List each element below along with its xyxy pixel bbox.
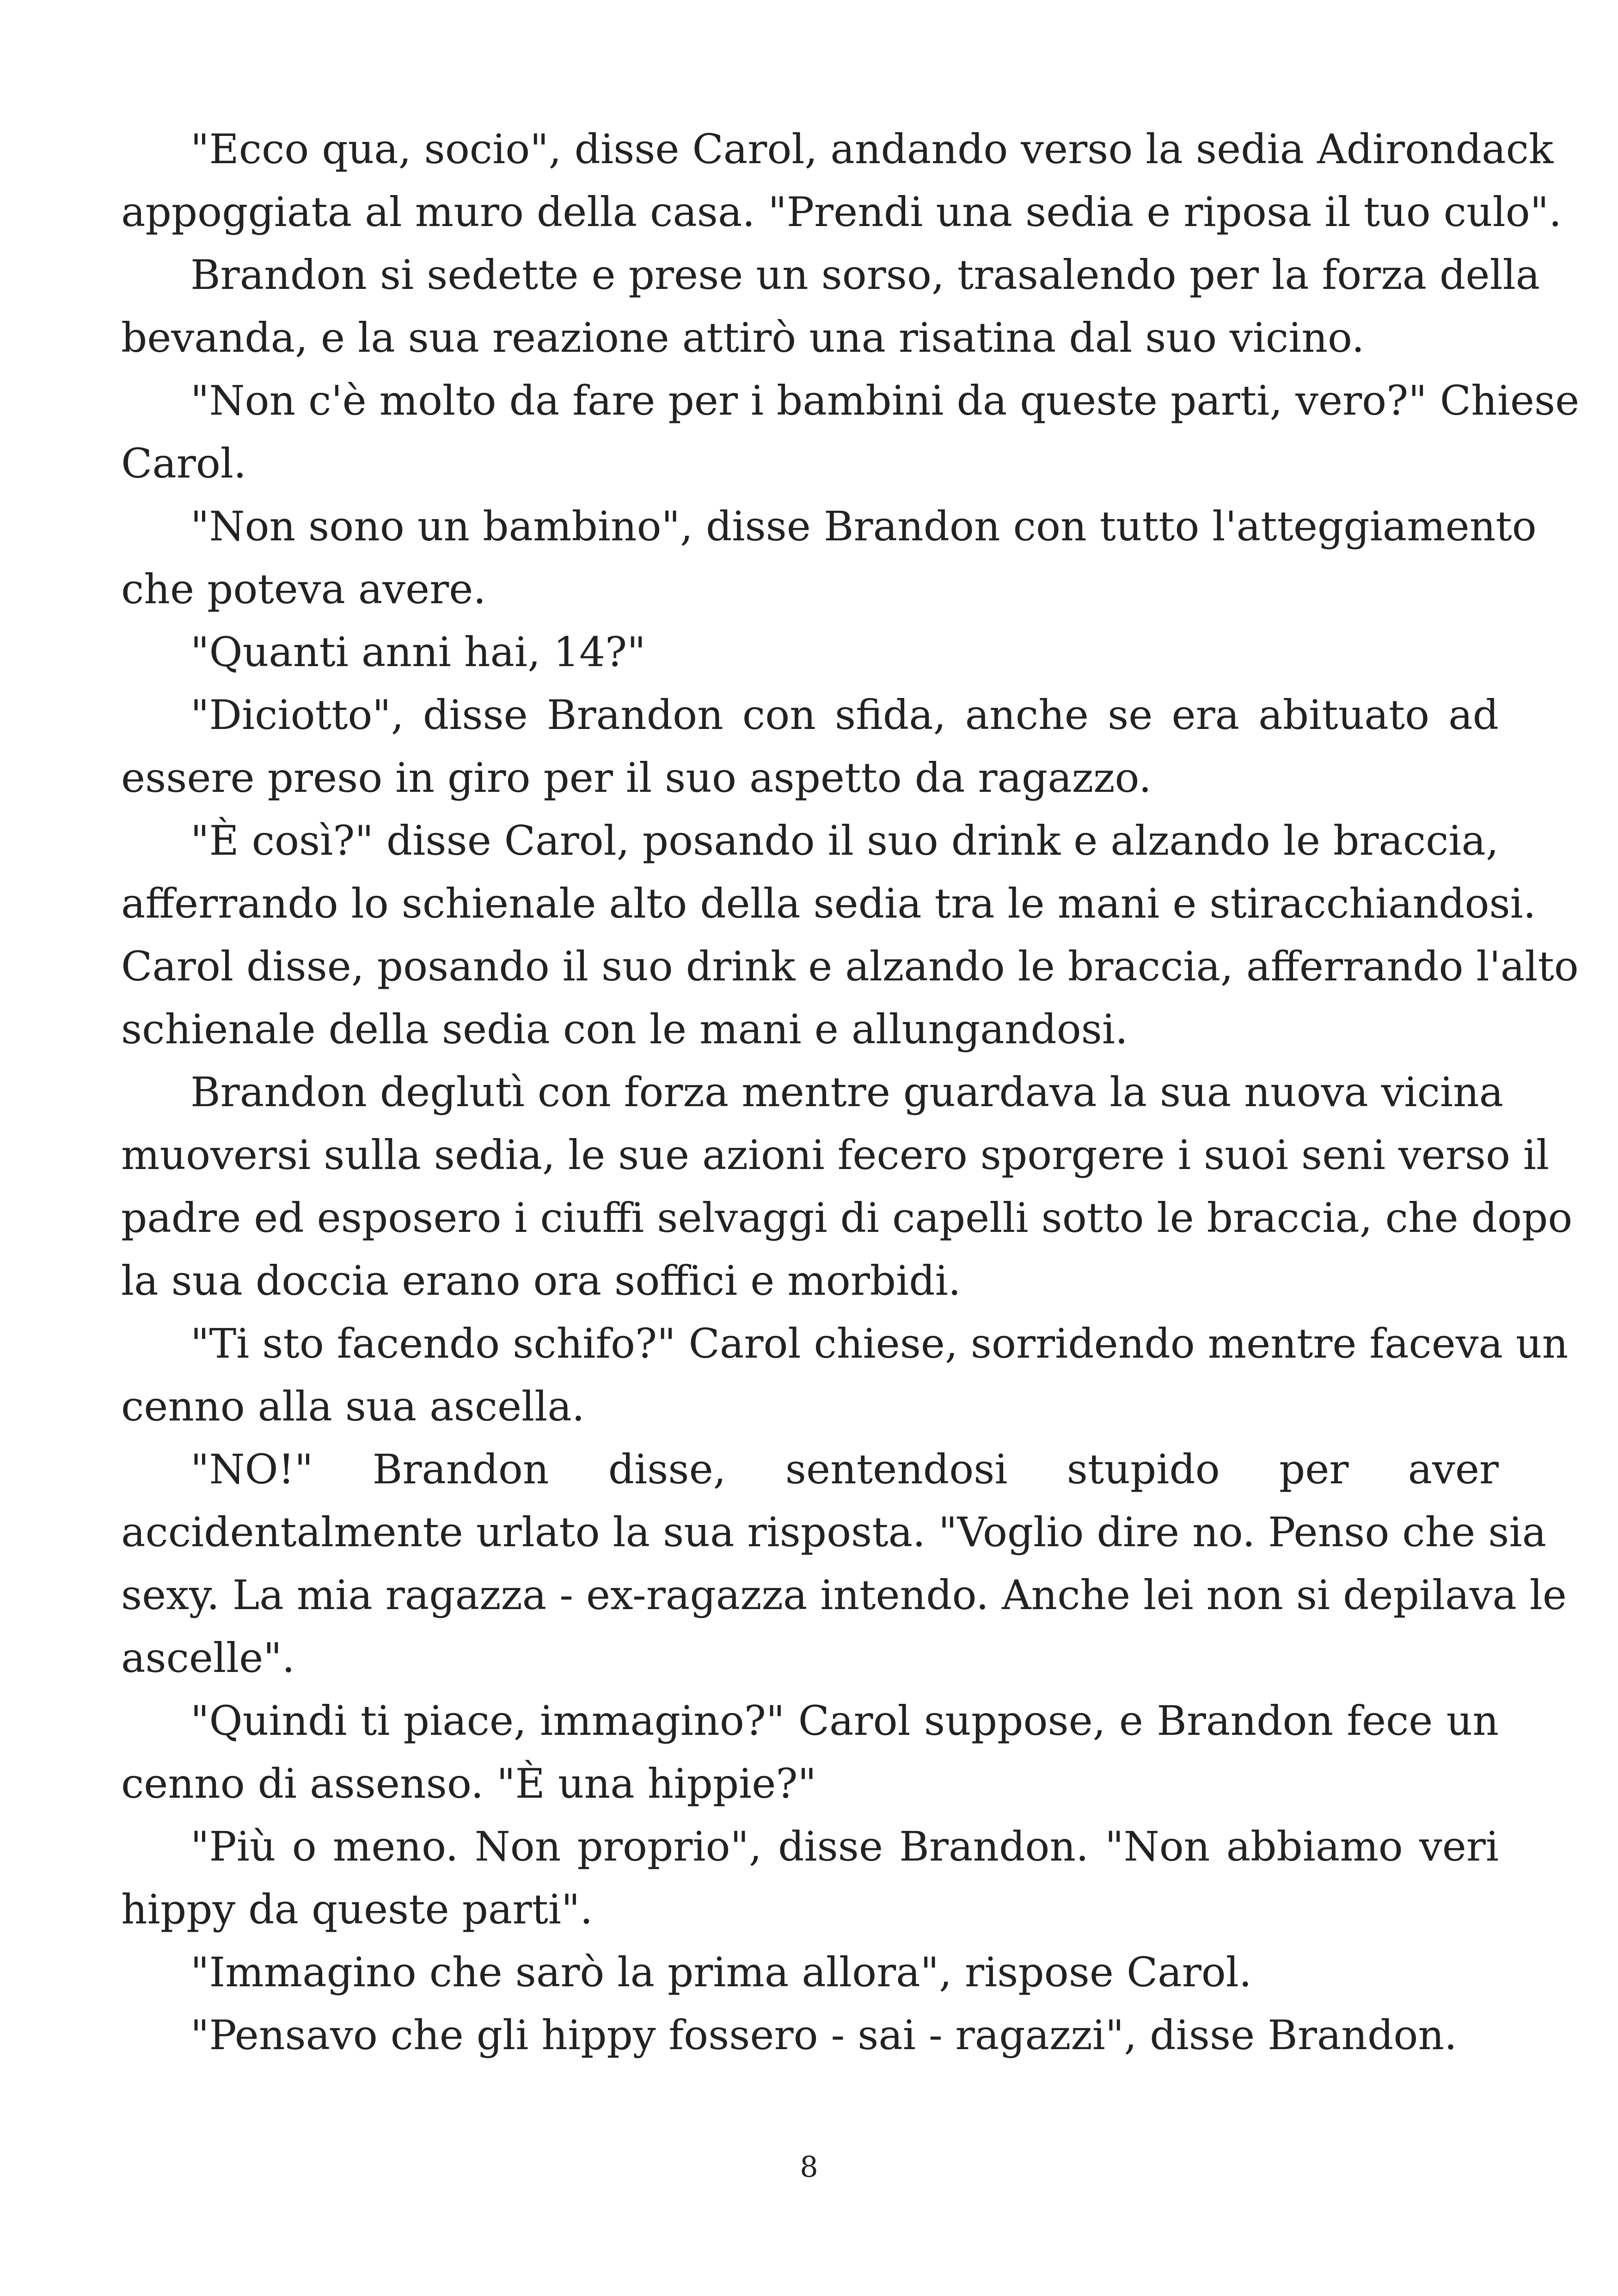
text-line: "NO!" Brandon disse, sentendosi stupido per aver <box>190 1445 1499 1493</box>
text-line: Carol disse, posando il suo drink e alzando le braccia, afferrando l'alto <box>121 943 1579 990</box>
text-line: "Diciotto", disse Brandon con sfida, anche se era abituato ad <box>190 691 1499 739</box>
text-line: schienale della sedia con le mani e allungandosi. <box>121 1005 1128 1053</box>
text-line: cenno alla sua ascella. <box>121 1383 585 1430</box>
text-line: "Ti sto facendo schifo?" Carol chiese, sorridendo mentre faceva un <box>190 1320 1569 1367</box>
text-line: ascelle". <box>121 1634 295 1682</box>
text-line: afferrando lo schienale alto della sedia tra le mani e stiracchiandosi. <box>121 880 1536 927</box>
text-line: che poteva avere. <box>121 565 486 613</box>
text-line: "Non sono un bambino", disse Brandon con tutto l'atteggiamento <box>190 502 1537 550</box>
text-line: "Pensavo che gli hippy fossero - sai - ragazzi", disse Brandon. <box>190 2011 1457 2059</box>
text-line: Brandon si sedette e prese un sorso, trasalendo per la forza della <box>190 251 1540 299</box>
text-line: "Quanti anni hai, 14?" <box>190 628 646 676</box>
text-line: Brandon deglutì con forza mentre guardava la sua nuova vicina <box>190 1068 1504 1116</box>
text-line: hippy da queste parti". <box>121 1886 593 1933</box>
text-line: padre ed esposero i ciuffi selvaggi di capelli sotto le braccia, che dopo <box>121 1194 1573 1242</box>
text-line: bevanda, e la sua reazione attirò una risatina dal suo vicino. <box>121 314 1365 361</box>
text-line: "Non c'è molto da fare per i bambini da queste parti, vero?" Chiese <box>190 377 1580 424</box>
text-line: Carol. <box>121 440 246 487</box>
text-line: accidentalmente urlato la sua risposta. "Voglio dire no. Penso che sia <box>121 1508 1547 1556</box>
text-line: "Ecco qua, socio", disse Carol, andando verso la sedia Adirondack <box>190 125 1554 173</box>
text-line: sexy. La mia ragazza - ex-ragazza intendo. Anche lei non si depilava le <box>121 1571 1567 1619</box>
text-line: "È così?" disse Carol, posando il suo drink e alzando le braccia, <box>190 817 1499 864</box>
text-line: "Quindi ti piace, immagino?" Carol suppose, e Brandon fece un <box>190 1697 1499 1745</box>
text-line: appoggiata al muro della casa. "Prendi una sedia e riposa il tuo culo". <box>121 188 1562 236</box>
page-number: 8 <box>800 2150 818 2184</box>
text-line: essere preso in giro per il suo aspetto da ragazzo. <box>121 754 1152 802</box>
text-line: "Immagino che sarò la prima allora", rispose Carol. <box>190 1948 1252 1996</box>
text-line: la sua doccia erano ora soffici e morbidi. <box>121 1257 961 1304</box>
body-text <box>121 118 1580 2067</box>
text-line: muoversi sulla sedia, le sue azioni fecero sporgere i suoi seni verso il <box>121 1131 1550 1179</box>
text-line: cenno di assenso. "È una hippie?" <box>121 1760 817 1807</box>
text-line: "Più o meno. Non proprio", disse Brandon. "Non abbiamo veri <box>190 1823 1499 1870</box>
